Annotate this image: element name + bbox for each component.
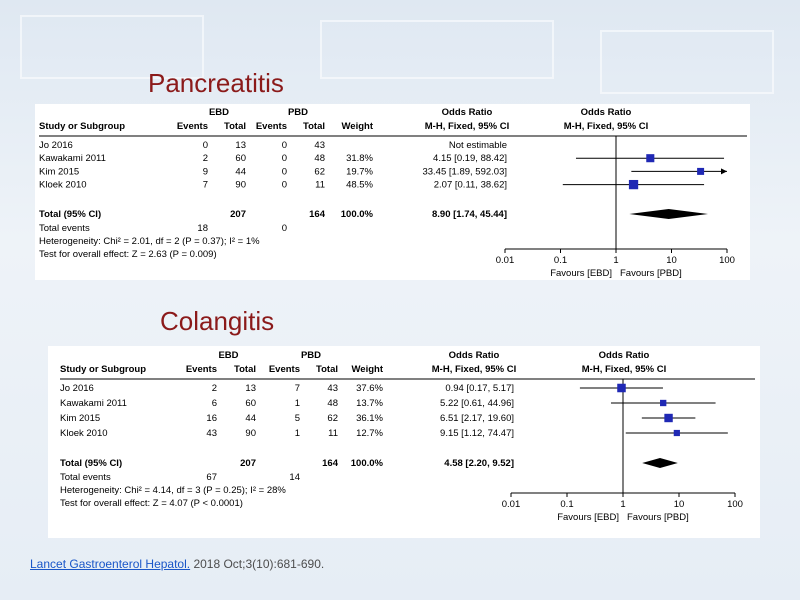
- events-ebd: 43: [206, 428, 217, 439]
- x-axis-tick-label: 100: [719, 255, 735, 266]
- heterogeneity-text: Heterogeneity: Chi² = 2.01, df = 2 (P = 0.37); I² = 1%: [39, 236, 260, 247]
- total-ebd: 90: [245, 428, 256, 439]
- overall-effect-text: Test for overall effect: Z = 2.63 (P = 0.009): [39, 249, 217, 260]
- header-total-ebd: Total: [224, 121, 246, 132]
- header-odds-ratio: Odds Ratio: [448, 350, 500, 361]
- favours-pbd-label: Favours [PBD]: [627, 512, 689, 523]
- study-effect-square: [617, 384, 626, 393]
- total-label: Total (95% CI): [39, 209, 102, 220]
- header-weight: Weight: [351, 364, 383, 375]
- events-pbd: 5: [294, 413, 300, 424]
- weight: 12.7%: [356, 428, 383, 439]
- total-events-ebd: 67: [206, 472, 217, 483]
- total-n-pbd: 164: [322, 458, 338, 469]
- events-pbd: 7: [294, 383, 300, 394]
- favours-ebd-label: Favours [EBD]: [557, 512, 619, 523]
- total-ebd: 60: [235, 153, 246, 165]
- total-ebd: 44: [235, 166, 246, 178]
- x-axis-tick-label: 0.1: [560, 499, 574, 510]
- events-ebd: 6: [211, 398, 217, 409]
- events-ebd: 9: [202, 166, 208, 178]
- study-name: Kim 2015: [60, 413, 101, 424]
- total-ci: 4.58 [2.20, 9.52]: [444, 458, 514, 469]
- study-effect-square: [664, 414, 672, 422]
- header-odds-ratio-sub: M-H, Fixed, 95% CI: [431, 364, 517, 375]
- total-ebd: 60: [245, 398, 256, 409]
- weight: 19.7%: [346, 166, 373, 178]
- weight: 36.1%: [356, 413, 383, 424]
- study-effect-square: [674, 430, 680, 436]
- x-axis-tick-label: 100: [727, 499, 743, 510]
- total-events-pbd: 14: [289, 472, 300, 483]
- header-events-pbd: Events: [255, 121, 287, 132]
- total-pbd: 48: [327, 398, 338, 409]
- events-ebd: 7: [202, 179, 208, 191]
- study-name: Kawakami 2011: [60, 398, 127, 409]
- x-axis-tick-label: 10: [666, 255, 677, 266]
- events-pbd: 0: [281, 153, 287, 165]
- pooled-diamond: [629, 209, 708, 219]
- section-title-pancreatitis: Pancreatitis: [148, 68, 284, 98]
- weight: 31.8%: [346, 153, 373, 165]
- events-pbd: 0: [281, 179, 287, 191]
- total-pbd: 62: [314, 166, 325, 178]
- header-total-ebd: Total: [234, 364, 256, 375]
- header-total-pbd: Total: [303, 121, 325, 132]
- total-ebd: 13: [235, 140, 246, 151]
- header-events-pbd: Events: [268, 364, 300, 375]
- total-pbd: 43: [327, 383, 338, 394]
- odds-ratio-ci: 6.51 [2.17, 19.60]: [440, 413, 514, 424]
- citation: [30, 557, 324, 571]
- total-pbd: 11: [328, 428, 338, 439]
- ci-arrow: [721, 168, 727, 174]
- background-decoration: [320, 20, 554, 79]
- header-group-pbd: PBD: [287, 107, 309, 118]
- total-events-pbd: 0: [281, 223, 287, 234]
- total-ebd: 44: [245, 413, 256, 424]
- header-weight: Weight: [341, 121, 373, 132]
- header-total-pbd: Total: [316, 364, 338, 375]
- total-weight: 100.0%: [350, 458, 383, 469]
- study-effect-square: [629, 180, 638, 189]
- odds-ratio-ci: 9.15 [1.12, 74.47]: [440, 428, 514, 439]
- total-weight: 100.0%: [340, 209, 373, 220]
- x-axis-tick-label: 0.01: [501, 499, 521, 510]
- odds-ratio-ci: 5.22 [0.61, 44.96]: [440, 398, 514, 409]
- x-axis-tick-label: 10: [673, 499, 685, 510]
- events-ebd: 16: [206, 413, 217, 424]
- favours-pbd-label: Favours [PBD]: [620, 268, 682, 279]
- odds-ratio-ci: Not estimable: [448, 140, 507, 151]
- total-events-ebd: 18: [197, 223, 208, 234]
- total-pbd: 48: [314, 153, 325, 165]
- total-label: Total (95% CI): [60, 458, 123, 469]
- total-pbd: 43: [314, 140, 325, 151]
- study-effect-square: [660, 400, 666, 406]
- events-pbd: 1: [294, 428, 300, 439]
- total-n-pbd: 164: [309, 209, 325, 220]
- study-name: Kim 2015: [39, 166, 80, 178]
- forest-plot-panel-colangitis: [48, 346, 760, 538]
- header-group-ebd: EBD: [208, 107, 230, 118]
- citation-text: 2018 Oct;3(10):681-690.: [190, 557, 325, 571]
- weight: 48.5%: [346, 179, 373, 191]
- total-n-ebd: 207: [230, 209, 246, 220]
- header-odds-ratio: Odds Ratio: [441, 107, 493, 118]
- events-pbd: 1: [294, 398, 300, 409]
- events-ebd: 0: [202, 140, 208, 151]
- weight: 37.6%: [356, 383, 383, 394]
- study-name: Kawakami 2011: [39, 153, 106, 165]
- total-pbd: 11: [315, 179, 325, 191]
- x-axis-tick-label: 1: [620, 499, 626, 510]
- forest-plot-colangitis: [48, 346, 760, 538]
- header-plot-sub: M-H, Fixed, 95% CI: [563, 121, 649, 132]
- study-name: Jo 2016: [39, 140, 73, 151]
- header-plot-title: Odds Ratio: [598, 350, 650, 361]
- total-ebd: 13: [245, 383, 256, 394]
- heterogeneity-text: Heterogeneity: Chi² = 4.14, df = 3 (P = 0.25); I² = 28%: [60, 485, 286, 496]
- section-title-colangitis: Colangitis: [160, 306, 275, 336]
- header-study: Study or Subgroup: [60, 364, 147, 375]
- events-pbd: 0: [281, 140, 287, 151]
- citation-link[interactable]: Lancet Gastroenterol Hepatol.: [30, 557, 191, 571]
- study-effect-square: [697, 168, 704, 175]
- header-study: Study or Subgroup: [39, 121, 126, 132]
- events-ebd: 2: [211, 383, 217, 394]
- favours-ebd-label: Favours [EBD]: [550, 268, 612, 279]
- odds-ratio-ci: 33.45 [1.89, 592.03]: [422, 166, 507, 178]
- total-pbd: 62: [327, 413, 338, 424]
- odds-ratio-ci: 0.94 [0.17, 5.17]: [445, 383, 514, 394]
- events-pbd: 0: [281, 166, 287, 178]
- odds-ratio-ci: 2.07 [0.11, 38.62]: [433, 179, 507, 191]
- total-ci: 8.90 [1.74, 45.44]: [432, 209, 507, 220]
- events-ebd: 2: [202, 153, 208, 165]
- study-name: Kloek 2010: [39, 179, 87, 191]
- header-events-ebd: Events: [185, 364, 217, 375]
- study-name: Kloek 2010: [60, 428, 108, 439]
- odds-ratio-ci: 4.15 [0.19, 88.42]: [433, 153, 507, 165]
- header-plot-title: Odds Ratio: [580, 107, 632, 118]
- header-events-ebd: Events: [176, 121, 208, 132]
- background-decoration: [600, 30, 774, 94]
- header-group-ebd: EBD: [218, 350, 239, 361]
- weight: 13.7%: [356, 398, 383, 409]
- total-ebd: 90: [235, 179, 246, 191]
- header-odds-ratio-sub: M-H, Fixed, 95% CI: [424, 121, 510, 132]
- overall-effect-text: Test for overall effect: Z = 4.07 (P < 0.0001): [60, 498, 243, 509]
- pooled-diamond: [642, 458, 678, 468]
- forest-plot-panel-pancreatitis: [35, 104, 750, 280]
- header-plot-sub: M-H, Fixed, 95% CI: [581, 364, 667, 375]
- total-events-label: Total events: [39, 223, 90, 234]
- x-axis-tick-label: 1: [613, 255, 619, 266]
- study-effect-square: [646, 154, 654, 162]
- study-name: Jo 2016: [60, 383, 94, 394]
- x-axis-tick-label: 0.1: [553, 255, 568, 266]
- forest-plot-pancreatitis: [35, 104, 750, 280]
- total-events-label: Total events: [60, 472, 111, 483]
- header-group-pbd: PBD: [300, 350, 322, 361]
- total-n-ebd: 207: [240, 458, 256, 469]
- x-axis-tick-label: 0.01: [495, 255, 515, 266]
